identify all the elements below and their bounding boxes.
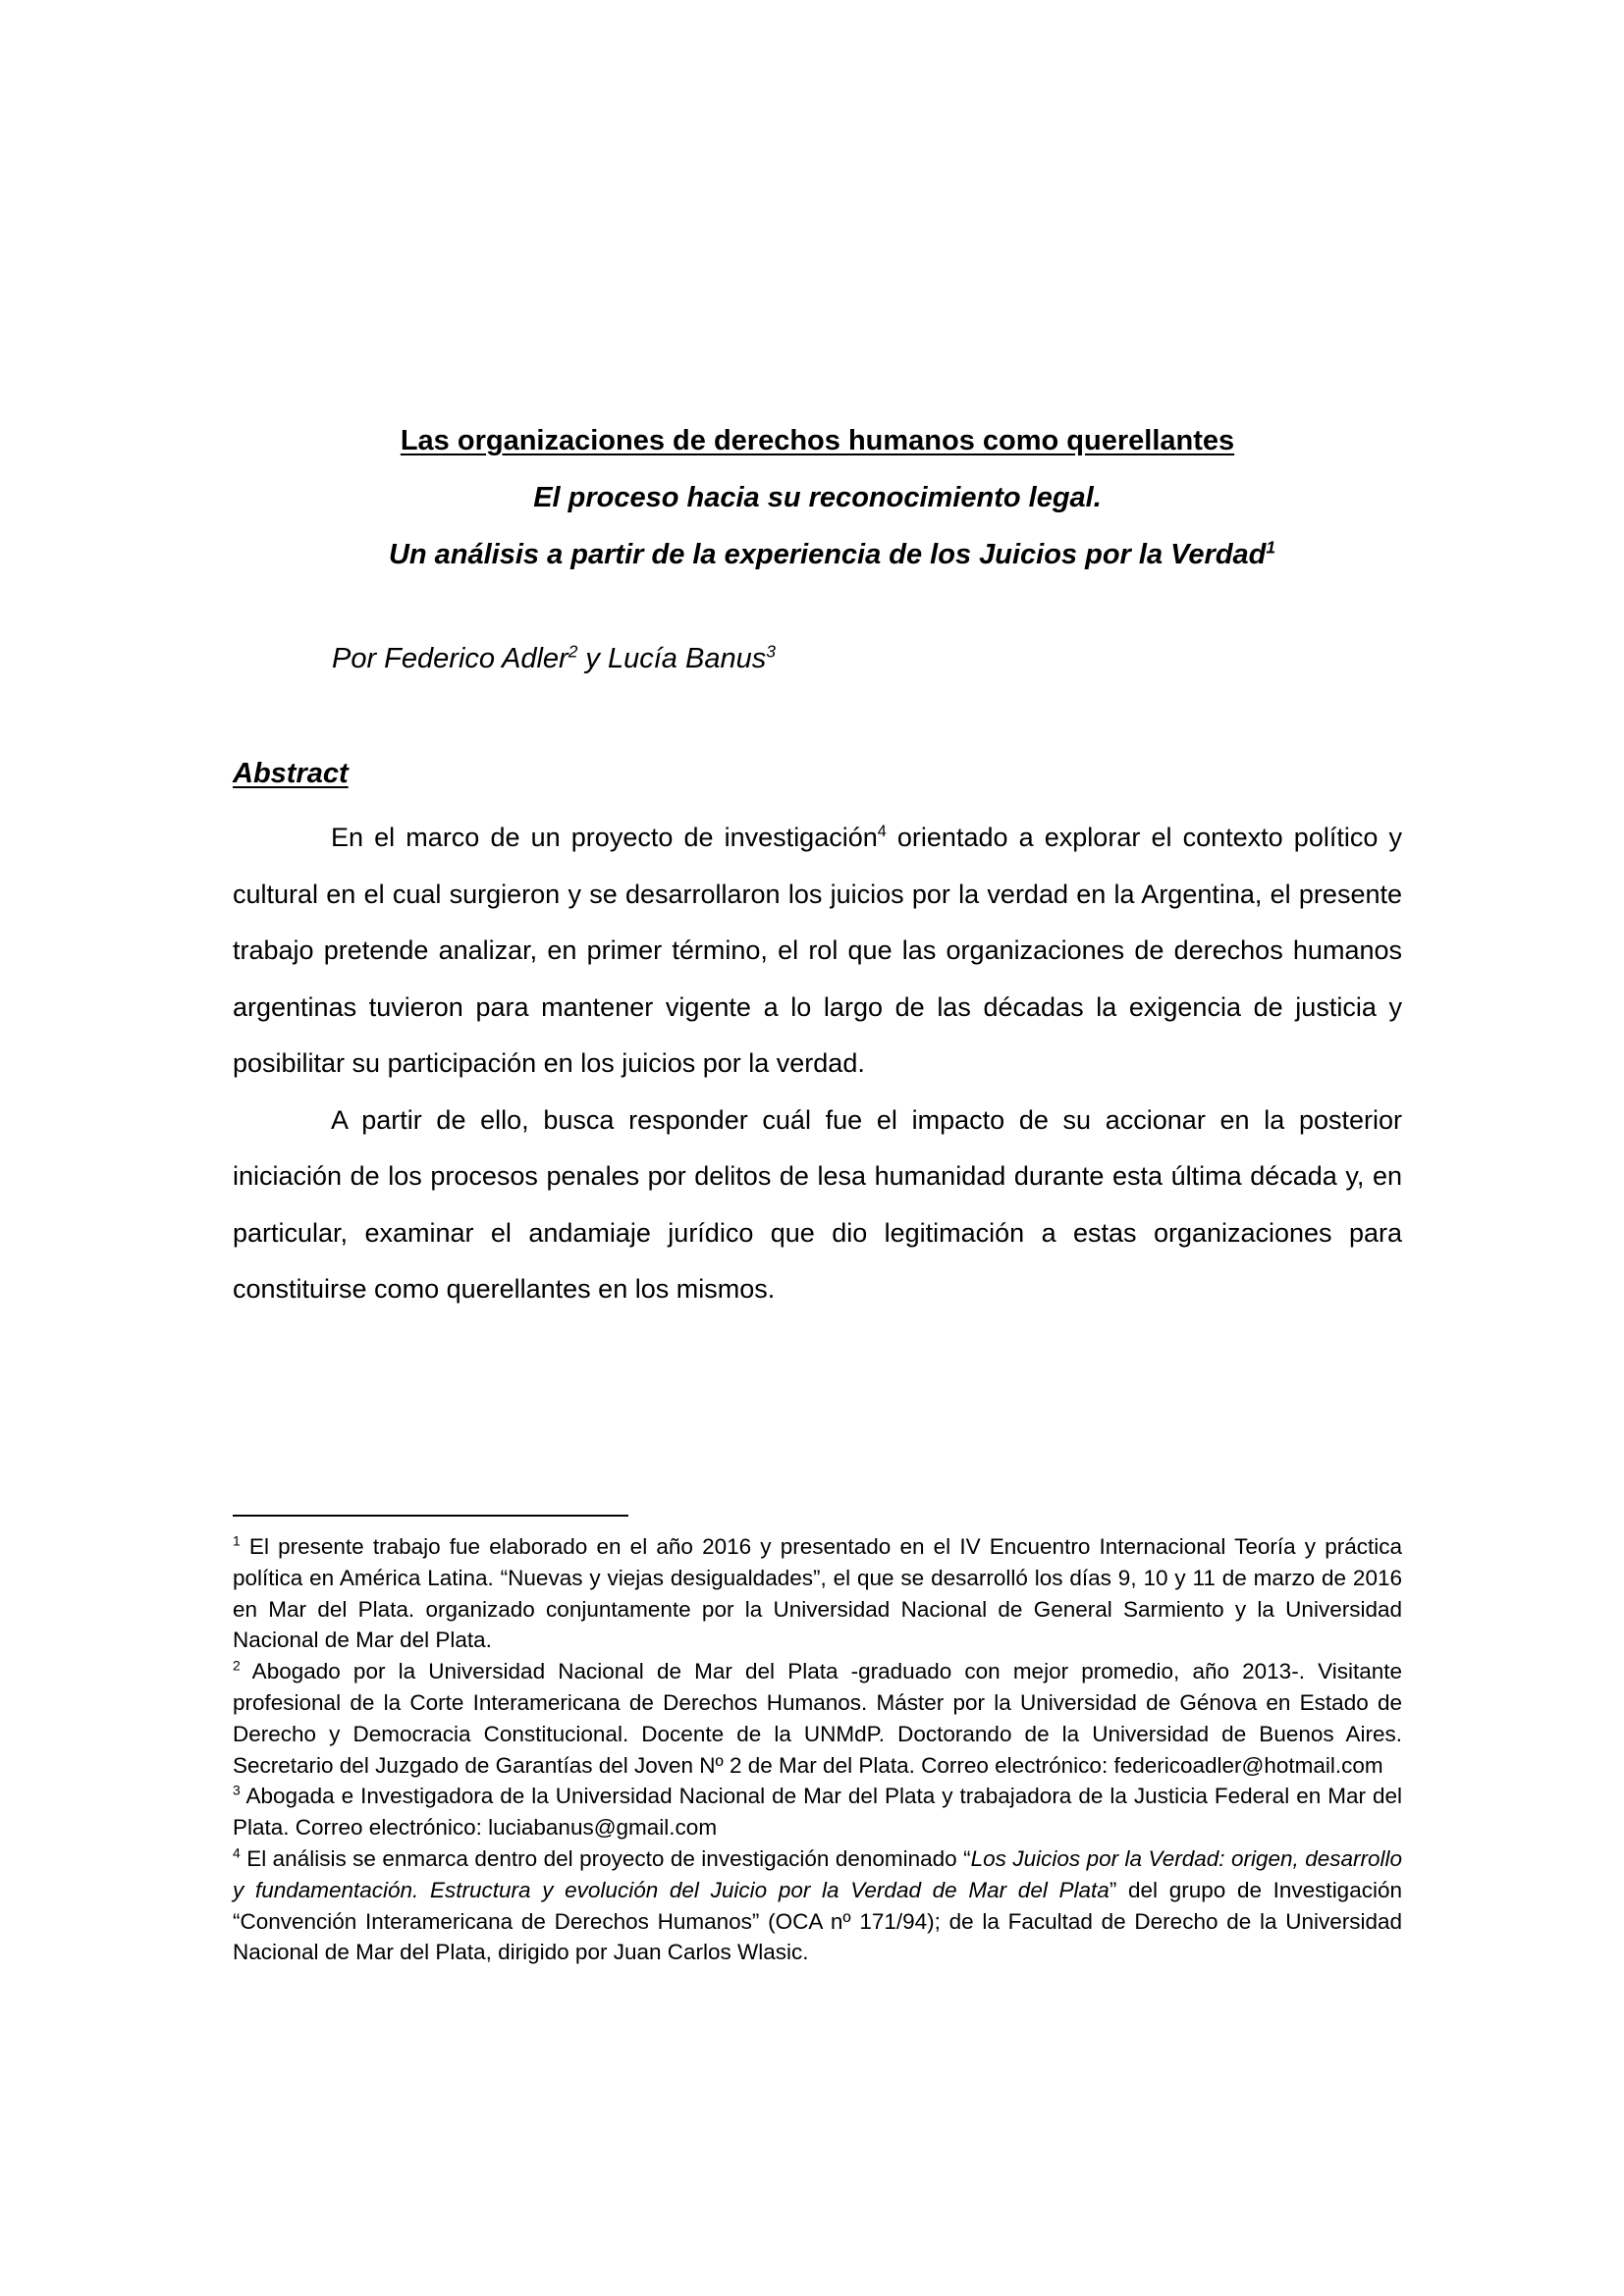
footnote-ref-1[interactable]: 1 bbox=[1266, 537, 1276, 558]
footnote-text: Abogada e Investigadora de la Universidad Nacional de Mar del Plata y trabajadora de la Justicia Federal en Mar del Plata. Correo electrónico: luciabanus@gmail.com bbox=[233, 1784, 1402, 1841]
paragraph-text: orientado a explorar el contexto político y cultural en el cual surgieron y se desarrollaron los juicios por la verdad en la Argentina, el presente trabajo pretende analizar, en primer término, el rol que las organizaciones de derechos humanos argentinas tuvieron para mantener vigente a lo largo de las décadas la exigencia de justicia y posibilitar su participación en los juicios por la verdad. bbox=[233, 823, 1402, 1078]
abstract-paragraph-1 bbox=[233, 810, 1402, 1093]
author-1: Por Federico Adler bbox=[332, 643, 568, 674]
footnote-text: El presente trabajo fue elaborado en el año 2016 y presentado en el IV Encuentro Internacional Teoría y práctica política en América Latina. “Nuevas y viejas desigualdades”, el que se desarrolló los días 9, 10 y 11 de marzo de 2016 en Mar del Plata. organizado conjuntamente por la Universidad Nacional de General Sarmiento y la Universidad Nacional de Mar del Plata. bbox=[233, 1534, 1402, 1653]
footnote-number: 2 bbox=[233, 1657, 241, 1674]
footnote-number: 1 bbox=[233, 1532, 241, 1549]
abstract-heading: Abstract bbox=[233, 758, 349, 789]
footnote-ref-4[interactable]: 4 bbox=[877, 823, 887, 840]
abstract-body bbox=[233, 810, 1402, 1318]
footnote-number: 3 bbox=[233, 1782, 241, 1798]
title-subtitle-2-text: Un análisis a partir de la experiencia de los Juicios por la Verdad bbox=[388, 539, 1267, 570]
author-2: y Lucía Banus bbox=[577, 643, 767, 674]
title-main: Las organizaciones de derechos humanos como querellantes bbox=[400, 425, 1235, 456]
footnote-number: 4 bbox=[233, 1844, 241, 1861]
footnotes bbox=[233, 1531, 1402, 1968]
footnote-2 bbox=[233, 1656, 1402, 1781]
abstract-paragraph-2: A partir de ello, busca responder cuál fue el impacto de su accionar en la posterior iniciación de los procesos penales por delitos de lesa humanidad durante esta última década y, en particular, examinar el andamiaje jurídico que dio legitimación a estas organizaciones para constituirse como querellantes en los mismos. bbox=[233, 1104, 1402, 1304]
footnote-separator bbox=[233, 1515, 628, 1517]
author-line bbox=[332, 643, 776, 675]
footnote-ref-3[interactable]: 3 bbox=[766, 641, 776, 662]
footnote-ref-2[interactable]: 2 bbox=[568, 641, 578, 662]
paragraph-text: En el marco de un proyecto de investigación bbox=[331, 823, 878, 852]
footnote-project-title: Los Juicios por la Verdad: origen, desarrollo y fundamentación. Estructura y evolución del Juicio por la Verdad de Mar del Plata bbox=[233, 1845, 1402, 1902]
title-subtitle: El proceso hacia su reconocimiento legal. bbox=[533, 482, 1102, 513]
title-subtitle-2 bbox=[233, 526, 1402, 583]
footnote-1 bbox=[233, 1531, 1402, 1656]
footnote-text: El análisis se enmarca dentro del proyecto de investigación denominado “ bbox=[240, 1845, 971, 1871]
footnote-text: ” del grupo de Investigación “Convención Interamericana de Derechos Humanos” (OCA nº 171/94); de la Facultad de Derecho de la Universidad Nacional de Mar del Plata, dirigido por Juan Carlos Wlasic. bbox=[233, 1877, 1402, 1965]
footnote-4 bbox=[233, 1843, 1402, 1968]
title-block bbox=[233, 412, 1402, 583]
footnote-text: Abogado por la Universidad Nacional de Mar del Plata -graduado con mejor promedio, año 2013-. Visitante profesional de la Corte Interamericana de Derechos Humanos. Máster por la Universidad de Génova en Estado de Derecho y Democracia Constitucional. Docente de la UNMdP. Doctorando de la Universidad de Buenos Aires. Secretario del Juzgado de Garantías del Joven Nº 2 de Mar del Plata. Correo electrónico: federicoadler@hotmail.com bbox=[233, 1659, 1402, 1778]
footnote-3 bbox=[233, 1781, 1402, 1843]
